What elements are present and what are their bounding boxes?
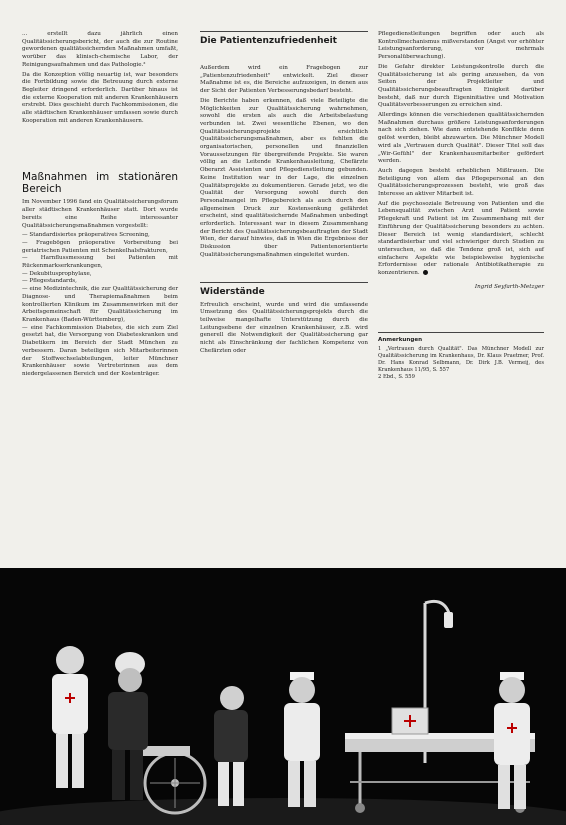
photo-toy-figures	[0, 568, 566, 825]
paragraph-text: Auf die psychosoziale Betreuung von Patienten und die Lebensqualität zwischen Arzt und Patient sowie Pflegekraft und Patient ist im Zusammenhang mit der Einführung der Qualitätssicherung besonders zu achten. Dieser Bereich ist wenig standardisiert, schlecht standardisierbar und viel schwieriger durch Studien zu untersuchen, so daß die Tendenz groß ist, sich auf einfachere Aspekte wie beispielsweise hygienische Erfordernisse oder rationale Antibiotikatherapie zu konzentrieren.	[378, 200, 544, 277]
author-name: Ingrid Seyfarth-Metzger	[474, 283, 544, 290]
section-heading-massnahmen: Maßnahmen im stationären Bereich	[22, 171, 178, 196]
footnotes	[378, 337, 544, 381]
list-item: — Pflegestandards,	[22, 278, 77, 285]
notes-title: Anmerkungen	[378, 336, 423, 343]
heading-widerstaende: Widerstände	[200, 286, 265, 297]
paragraph: Auch dagegen besteht erheblichen Mißtrauen. Die Beteiligung von allem das Pflegepersonal an den Qualitätssicherungsprozessen besteht, wie groß das Interesse an aktiver Mitarbeit ist.	[378, 167, 544, 198]
divider	[378, 332, 544, 333]
paragraph: Die Berichte haben erkennen, daß viele Beteiligte die Möglichkeiten zur Qualitätssicherung wahrnehmen, sowohl die ersten als auch die Arbeitsbelastung verbunden ist. Zwei wesentliche Ebenen, wo den Qualitätssicherungsprojekte ersichtlich Qualitätssicherungsmaßnahmen, aber es fehlten die organisatorischen, personellen und finanziellen Voraussetzungen für übergreifende Projekte. Sie waren völlig an die Leitende Krankenhausleitung, Chefärzte Oberarzt Assistenten und Pflegedienstleitung gebunden. Keine Institution war in der Lage, die einzelnen Qualitätsprojekte zu dokumentieren. Gerade jetzt, wo die Qualität der Versorgung sowohl durch den Personalmangel im Pflegebereich als auch durch den allgemeinen Druck zur Kostensenkung gefährdet erscheint, sind qualitätssichernde Maßnahmen unbedingt erforderlich. Interessant war in diesem Zusammenhang der Bericht des Qualitätssicherungsbeauftragten der Stadt Wien, der darauf hinwies, daß in Wien die Ergebnisse der Diskussion über Patientenorientierte Qualitätssicherungsmaßnahmen eingeleitet wurden.	[200, 97, 368, 258]
end-of-article-icon	[423, 270, 428, 275]
list-item: — eine Fachkommission Diabetes, die sich zum Ziel gesetzt hat, die Versorgung von Diabeteskranken und Diabetikern im Bereich der Stadt München zu verbessern. Daran beteiligen sich Mitarbeiterinnen der Stoffwechselabteilungen, leiter Münchner Krankenhäuser sowie Vertreterinnen aus dem niedergelassenen Bereich und der Kostenträger.	[22, 324, 178, 377]
list-item: — Dekubitusprophylaxe,	[22, 270, 92, 277]
intro-paragraph: Da die Konzeption völlig neuartig ist, war besonders die Fortbildung sowie die Betreuung durch externe Begleiter dringend erforderlich. Darüber hinaus ist die externe Kooperation mit anderen Krankenhäusern erstrebt. Dies geschieht durch Fachkommissionen, die alle städtischen Krankenhäuser umfassen sowie durch Kooperation mit anderen Krankenhäusern.	[22, 71, 178, 124]
footnote: 2 Ebd., S. 559	[378, 373, 415, 380]
paragraph: Die Gefahr direkter Leistungskontrolle durch die Qualitätssicherung ist als gering anzusehen, da von Seiten der Projektleiter und Qualitätssicherungsbeauftragten Einigkeit darüber besteht, daß nur durch Eigeninitiative und Motivation Qualitätsverbesserungen zu erreichen sind.	[378, 63, 544, 109]
list-item: — Harnflussmessung bei Patienten mit Rückenmarkserkrankungen,	[22, 255, 178, 270]
column-2	[200, 31, 368, 358]
section-intro: Im November 1996 fand ein Qualitätssicherungsforum aller städtischen Krankenhäuser statt. Dort wurde bereits eine Reihe interessanter Qualitätssicherungsmaßnahmen vorgestellt:	[22, 199, 178, 229]
paragraph	[378, 201, 544, 278]
list-item: — Standardisiertes präoperatives Screening,	[22, 232, 150, 239]
intro-paragraph: ... erstellt dazu jährlich einen Qualitätssicherungsbericht, der auch die zur Routine gewordenen qualitätssichernden Maßnahmen umfaßt, worüber das klinisch-chemische Labor, der Reinigungsaufnahmen und das Pathologie.²	[22, 31, 178, 68]
divider	[200, 282, 368, 283]
column-1	[22, 31, 178, 379]
list-item: — eine Medizintechnik, die zur Qualitätssicherung der Diagnose- und Therapiemaßnahmen beim kontrollierten Klinikum im Zusammenwirken mit der Arbeitsgemeinschaft für Qualitätssicherung im Krankenhaus (Baden-Württemberg),	[22, 286, 178, 323]
measures-list	[22, 232, 178, 378]
divider	[200, 31, 368, 32]
paragraph: Außerdem wird ein Fragebogen zur „Patientenzufriedenheit" entwickelt. Ziel dieser Maßnahme ist es, die Bereiche aufzuzeigen, in denen aus der Sicht der Patienten Verbesserungsbedarf besteht.	[200, 65, 368, 95]
footnote: 1 „Vertrauen durch Qualität". Das Münchner Modell zur Qualitätssicherung im Krankenhaus, Dr. Klaus Praetmer, Prof. Dr. Hans Konrad Selbmann, Dr. Dirk J.B. Vermeij, des Krankenhaus 11/95, S. 557	[378, 345, 544, 373]
paragraph: Erfreulich erscheint, wurde und wird die umfassende Umsetzung des Qualitätssicherungsprojekts durch die teilweise mangelhafte Unterstützung durch die Leitungsebene der einzelnen Krankenhäuser, z.B. wird generell die Notwendigkeit der Qualitätssicherung gar nicht als Einschränkung der fachlichen Kompetenz von Chefärzten oder	[200, 301, 368, 354]
list-item: — Fragebögen präoperative Vorbereitung bei geriatrischen Patienten mit Schenkelhalsfrakturen,	[22, 239, 178, 254]
heading-patientenzufriedenheit: Die Patientenzufriedenheit	[200, 36, 337, 46]
paragraph: Pflegedienstleitungen begriffen oder auch als Kontrollmechanismus mißverstanden (Angst vor erhöhter Leistungsanforderung, vor mehrmals Personalüberwachung).	[378, 31, 544, 61]
column-3	[378, 31, 544, 381]
paragraph: Allerdings können die verschiedenen qualitätssichernden Maßnahmen durchaus größere Leistungsanforderungen nach sich ziehen. Wie dann entstehende Konflikte denn gelöst werden, bleibt abzuwarten. Die Münchner Modell wird als „Vertrauen durch Qualität". Dieser Titel soll das „Wir-Gefühl" der Krankenhausmitarbeiter gefördert werden.	[378, 112, 544, 165]
